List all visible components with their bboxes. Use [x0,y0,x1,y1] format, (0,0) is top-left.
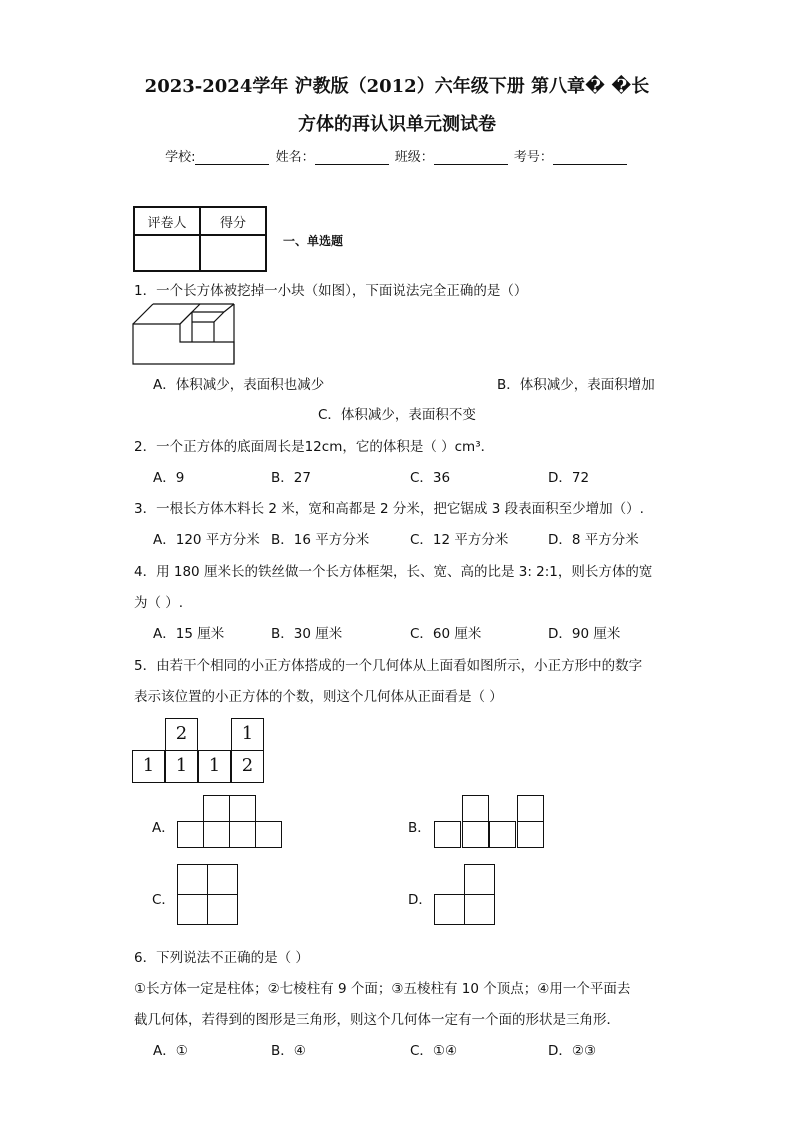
q3-stem: 3．一根长方体木料长 2 米，宽和高都是 2 分米，把它锯成 3 段表面积至少增加（）. [134,501,644,517]
q6-statement-line2: 截几何体，若得到的图形是三角形，则这个几何体一定有一个面的形状是三角形． [134,1012,620,1028]
section-title: 一、单选题 [283,234,344,248]
figure-square [517,821,544,848]
score-table [133,206,267,272]
reviewer-cell[interactable] [134,235,200,271]
q1-stem: 1．一个长方体被挖掉一小块（如图），下面说法完全正确的是（） [134,283,528,299]
q1-option-c[interactable]: C．体积减少，表面积不变 [318,407,476,423]
q3-option-b[interactable]: B．16 平方分米 [271,532,370,548]
q5-stem-line2: 表示该位置的小正方体的个数，则这个几何体从正面看是（ ） [134,689,503,705]
figure-square [434,894,465,925]
q4-option-a[interactable]: A．15 厘米 [153,626,225,642]
exam-no-field[interactable] [553,153,627,165]
school-label: 学校: [165,150,196,165]
class-label: 班级： [394,150,434,165]
q1-cuboid-figure [132,302,238,366]
q5-option-c[interactable]: C． [152,892,175,908]
figure-square [229,821,256,848]
q2-option-d[interactable]: D．72 [548,470,590,486]
figure-square [517,795,544,822]
grid-cell: 1 [231,718,264,751]
figure-square [434,821,461,848]
score-header: 得分 [200,207,266,235]
reviewer-header: 评卷人 [134,207,200,235]
name-label: 姓名： [275,150,315,165]
q1-option-a[interactable]: A．体积减少，表面积也减少 [153,377,325,393]
q2-stem: 2．一个正方体的底面周长是12cm，它的体积是（ ）cm³． [134,439,495,455]
q5-option-b[interactable]: B． [408,820,431,836]
figure-square [255,821,282,848]
q2-option-c[interactable]: C．36 [410,470,451,486]
q4-stem-line2: 为（ ）. [134,595,184,611]
q6-statement-line1: ①长方体一定是柱体；②七棱柱有 9 个面；③五棱柱有 10 个顶点；④用一个平面去 [134,981,631,997]
q1-option-b[interactable]: B．体积减少，表面积增加 [497,377,655,393]
figure-square [177,864,208,895]
q5-option-a[interactable]: A． [152,820,175,836]
q6-option-d[interactable]: D．②③ [548,1043,597,1059]
exam-no-label: 考号： [513,150,553,165]
q3-option-a[interactable]: A．120 平方分米 [153,532,260,548]
figure-square [229,795,256,822]
score-cell[interactable] [200,235,266,271]
q3-option-d[interactable]: D．8 平方分米 [548,532,639,548]
name-field[interactable] [315,153,389,165]
q6-option-a[interactable]: A．① [153,1043,188,1059]
q6-option-b[interactable]: B．④ [271,1043,306,1059]
grid-cell: 1 [132,750,165,783]
q3-option-c[interactable]: C．12 平方分米 [410,532,509,548]
student-info-row [0,146,794,165]
figure-square [177,821,204,848]
q5-option-d[interactable]: D． [408,892,432,908]
figure-square [207,864,238,895]
grid-cell: 2 [231,750,264,783]
q4-option-d[interactable]: D．90 厘米 [548,626,621,642]
page-title-line2: 方体的再认识单元测试卷 [298,114,496,135]
figure-square [462,821,489,848]
class-field[interactable] [434,153,508,165]
q2-option-b[interactable]: B．27 [271,470,311,486]
school-field[interactable] [195,153,269,165]
q4-option-c[interactable]: C．60 厘米 [410,626,482,642]
figure-square [207,894,238,925]
figure-square [203,821,230,848]
grid-cell: 1 [198,750,231,783]
page-title-line1: 2023-2024学年 沪教版（2012）六年级下册 第八章� �长 [144,76,650,97]
q2-option-a[interactable]: A．9 [153,470,185,486]
q4-option-b[interactable]: B．30 厘米 [271,626,343,642]
figure-square [177,894,208,925]
q5-stem-line1: 5．由若干个相同的小正方体搭成的一个几何体从上面看如图所示，小正方形中的数字 [134,658,643,674]
figure-square [489,821,516,848]
figure-square [203,795,230,822]
grid-cell: 1 [165,750,198,783]
figure-square [464,894,495,925]
q4-stem-line1: 4．用 180 厘米长的铁丝做一个长方体框架，长、宽、高的比是 3: 2:1，则长方体的宽 [134,564,653,580]
figure-square [464,864,495,895]
q6-option-c[interactable]: C．①④ [410,1043,458,1059]
figure-square [462,795,489,822]
grid-cell: 2 [165,718,198,751]
q6-stem: 6．下列说法不正确的是（ ） [134,950,309,966]
